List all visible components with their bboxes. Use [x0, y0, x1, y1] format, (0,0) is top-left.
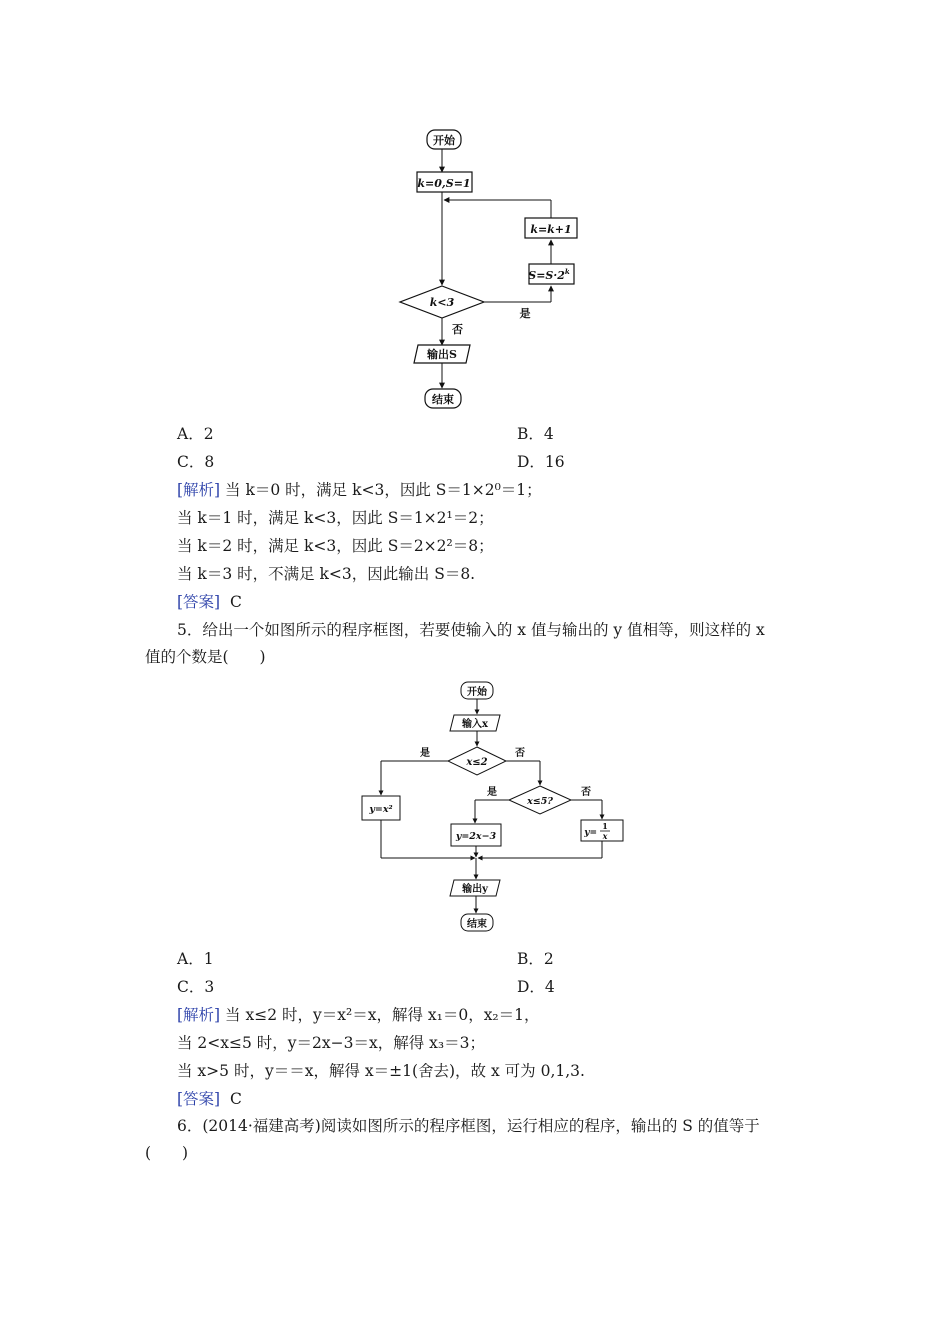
q5-answer-value: C — [229, 1090, 242, 1108]
decision-2-label: x≤5? — [527, 796, 553, 807]
q5-option-c: C．3 — [177, 978, 215, 996]
update-s-exp: k — [564, 267, 570, 276]
q5-option-a: A．1 — [177, 950, 214, 968]
q4-option-c: C．8 — [177, 453, 215, 471]
box3-lhs: y= — [584, 828, 597, 838]
q5-analysis-tag: [解析] — [177, 1006, 221, 1024]
q5-stem-line-1: 5．给出一个如图所示的程序框图，若要使输入的 x 值与输出的 y 值相等，则这样的 x — [177, 621, 765, 639]
no-label: 否 — [452, 323, 463, 336]
increment-label: k=k+1 — [530, 223, 572, 236]
output-label: 输出y — [462, 884, 488, 895]
start-label: 开始 — [467, 687, 487, 698]
decision-label: k<3 — [429, 296, 455, 309]
yes-1-label: 是 — [420, 748, 430, 759]
flowchart-2 — [350, 675, 640, 940]
q4-analysis-text-1: 当 k＝0 时，满足 k<3，因此 S＝1×2⁰＝1； — [225, 481, 542, 499]
q5-option-b: B．2 — [517, 950, 554, 968]
q5-analysis-line-2: 当 2<x≤5 时，y＝2x−3＝x，解得 x₃＝3； — [177, 1034, 485, 1052]
q4-analysis-tag: [解析] — [177, 481, 221, 499]
end-label: 结束 — [432, 393, 454, 406]
q4-analysis-line-3: 当 k＝2 时，满足 k<3，因此 S＝2×2²＝8； — [177, 537, 494, 555]
q4-option-a: A．2 — [177, 425, 214, 443]
yes-label: 是 — [519, 307, 531, 320]
q4-answer-line — [177, 592, 242, 612]
flowchart-1 — [380, 125, 600, 415]
q5-analysis-line-1 — [177, 1005, 540, 1025]
q4-answer-tag: [答案] — [177, 593, 221, 611]
q5-answer-tag: [答案] — [177, 1090, 221, 1108]
q5-stem-line-2: 值的个数是( ) — [145, 648, 266, 666]
q4-analysis-line-2: 当 k＝1 时，满足 k<3，因此 S＝1×2¹＝2； — [177, 509, 494, 527]
yes-2-label: 是 — [487, 787, 497, 798]
no-1-label: 否 — [515, 748, 525, 759]
box3-num: 1 — [602, 821, 608, 831]
box-y-x-squared-label: y=x² — [369, 804, 393, 815]
svg-text:S=S·2k — [528, 267, 570, 282]
q4-answer-value: C — [229, 593, 242, 611]
end-label: 结束 — [467, 919, 487, 930]
box-y-2x-3-label: y=2x−3 — [455, 831, 497, 842]
q4-option-b: B．4 — [517, 425, 554, 443]
q4-analysis-line-4: 当 k＝3 时，不满足 k<3，因此输出 S＝8. — [177, 565, 476, 583]
q6-stem-line-2: ( ) — [145, 1144, 189, 1162]
input-label: 输入x — [462, 719, 488, 730]
q6-stem-line-1: 6．(2014·福建高考)阅读如图所示的程序框图，运行相应的程序，输出的 S 的值等于 — [177, 1117, 760, 1135]
start-label: 开始 — [433, 134, 455, 147]
output-label: 输出S — [427, 348, 457, 361]
q5-answer-line — [177, 1089, 242, 1109]
decision-1-label: x≤2 — [466, 757, 488, 768]
q5-analysis-text-1: 当 x≤2 时，y＝x²＝x，解得 x₁＝0，x₂＝1， — [225, 1006, 540, 1024]
q4-analysis-line-1 — [177, 480, 542, 500]
q5-analysis-line-3: 当 x>5 时，y＝＝x，解得 x＝±1(舍去)，故 x 可为 0,1,3. — [177, 1062, 585, 1080]
no-2-label: 否 — [581, 787, 591, 798]
box3-den: x — [602, 831, 608, 841]
update-s-label: S=S·2 — [528, 269, 565, 282]
q4-option-d: D．16 — [517, 453, 565, 471]
q5-option-d: D．4 — [517, 978, 555, 996]
init-label: k=0,S=1 — [417, 177, 471, 190]
